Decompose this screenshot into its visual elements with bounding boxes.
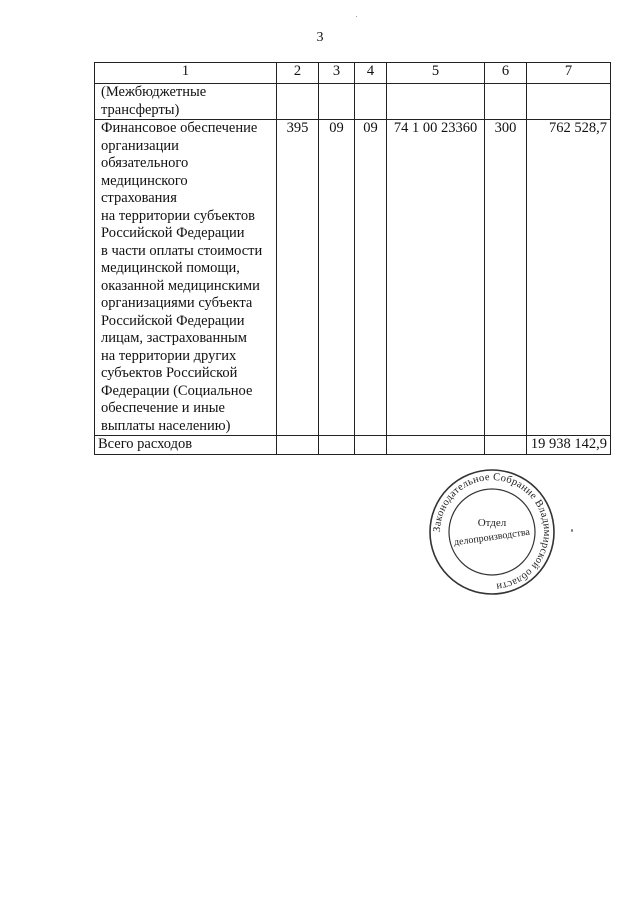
table-row [95,84,611,120]
paper-speck [571,529,573,532]
header-cell: 5 [387,63,485,84]
total-row [95,436,611,455]
row-name-cell: (Межбюджетные трансферты) [95,84,277,120]
row-cell-amount: 762 528,7 [527,120,611,436]
stamp-center-line2: делопроизводства [453,526,531,549]
header-cell: 6 [485,63,527,84]
row-cell [355,84,387,120]
table-header-row [95,63,611,84]
row-name-cell: Финансовое обеспечение организации обязательного медицинского страхования на территории субъектов Российской Федерации в части оплаты стоимости медицинской помощи, оказанной медицинскими организациями субъекта Российской Федерации лицам, застрахованным на территории других субъектов Российской Федерации (Социальное обеспечение и иные выплаты населению) [95,120,277,436]
total-label: Всего расходов [95,436,277,455]
table-row [95,120,611,436]
header-cell: 3 [319,63,355,84]
budget-table [94,62,611,455]
row-cell [277,84,319,120]
row-cell [319,436,355,455]
row-cell [319,84,355,120]
total-value: 19 938 142,9 [527,436,611,455]
row-cell [355,436,387,455]
row-cell-code-3: 09 [319,120,355,436]
row-cell [387,84,485,120]
header-cell: 2 [277,63,319,84]
stamp-ring-text: Законодательное Собрание Владимирской области [431,471,553,592]
office-stamp [428,468,556,596]
row-cell-code-6: 300 [485,120,527,436]
row-cell [527,84,611,120]
row-cell-code-5: 74 1 00 23360 [387,120,485,436]
row-cell-code-4: 09 [355,120,387,436]
row-cell [387,436,485,455]
row-cell [485,436,527,455]
page-number: 3 [316,30,324,45]
paper-speck [356,16,357,17]
row-cell [277,436,319,455]
stamp-center-line1: Отдел [477,517,507,529]
header-cell: 1 [95,63,277,84]
header-cell: 4 [355,63,387,84]
header-cell: 7 [527,63,611,84]
row-cell [485,84,527,120]
row-cell-code-2: 395 [277,120,319,436]
